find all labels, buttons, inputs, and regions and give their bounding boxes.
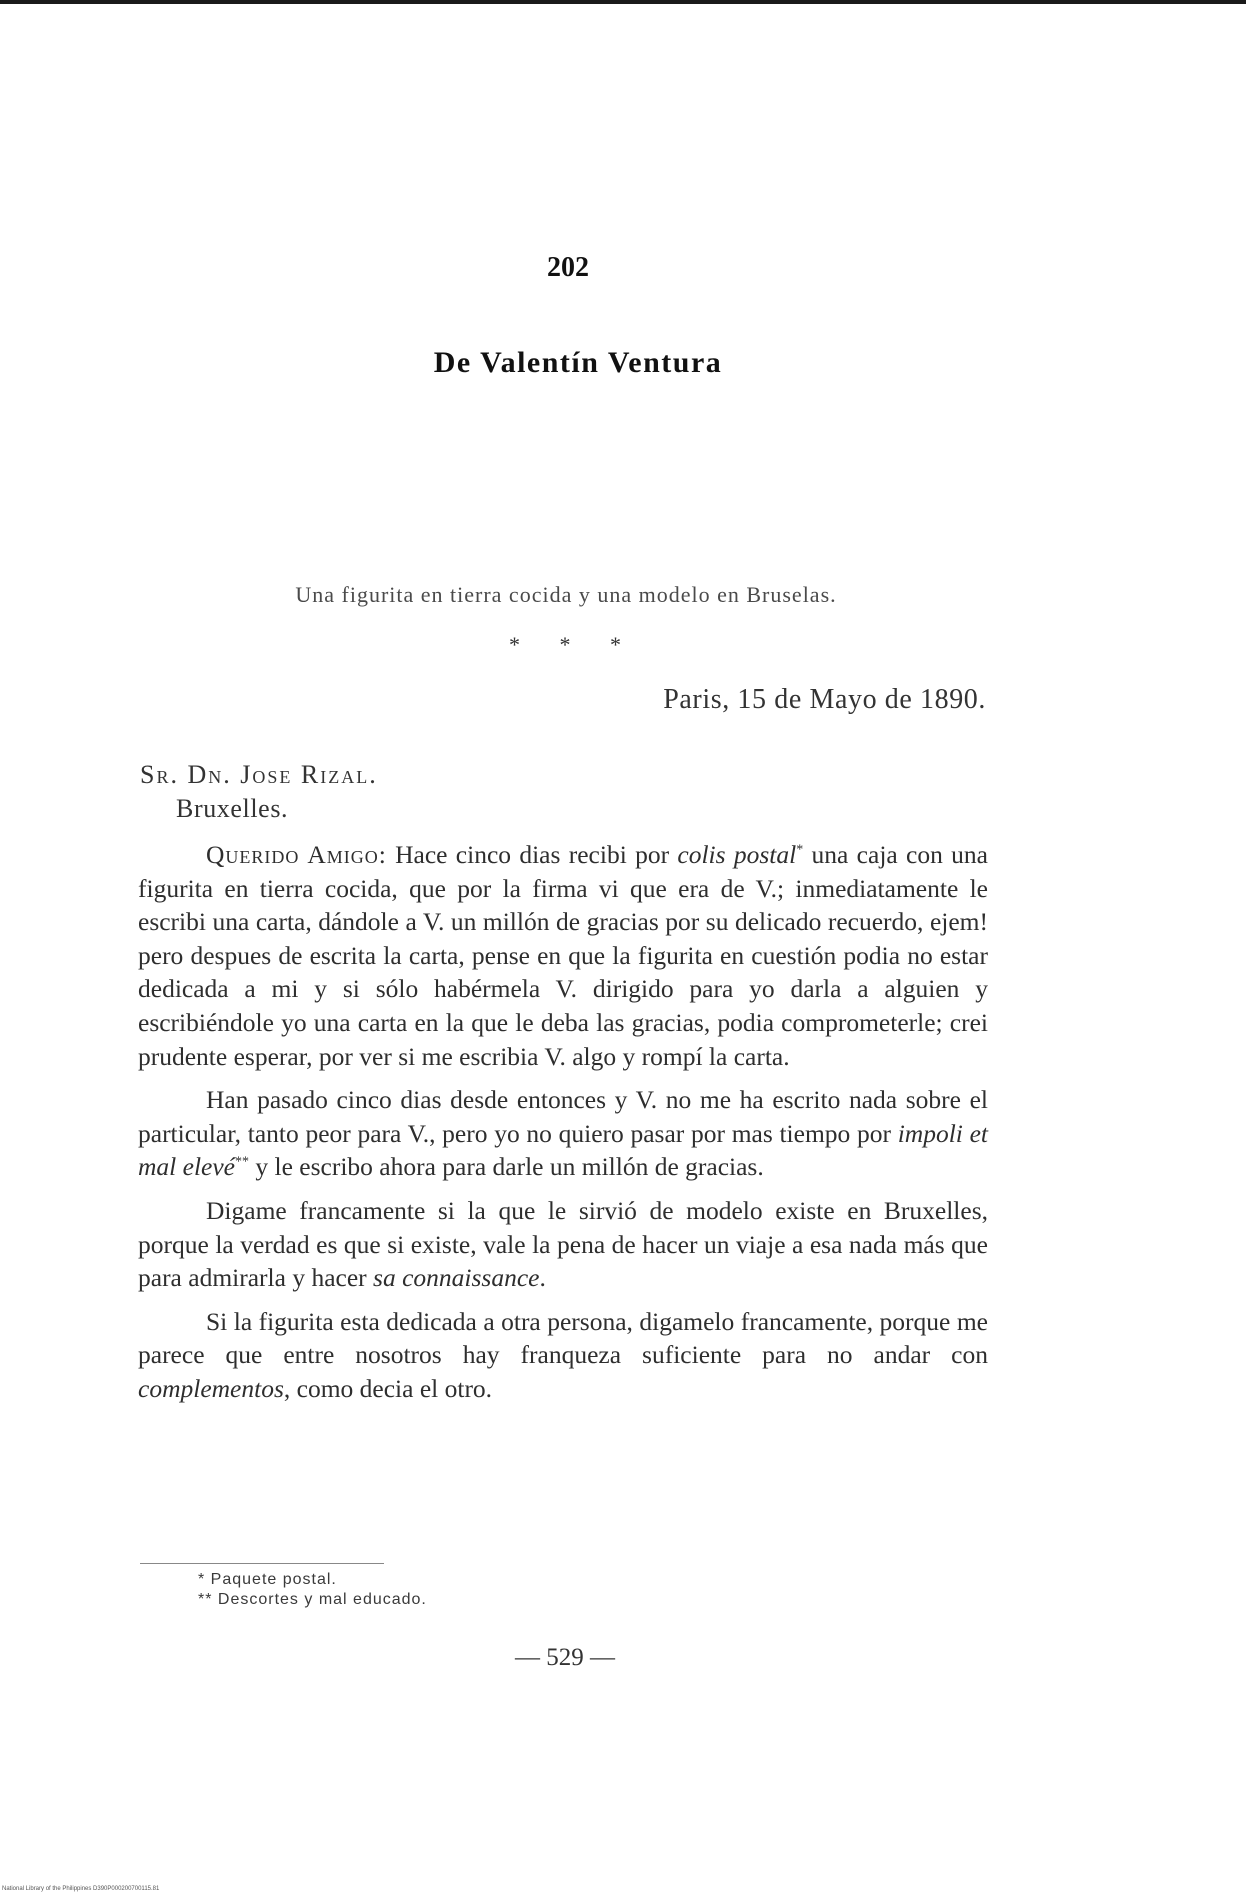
footnote-divider [140, 1563, 384, 1564]
letter-number: 202 [547, 252, 589, 283]
footnotes [198, 1570, 427, 1610]
italic-phrase: complementos [138, 1373, 284, 1403]
footnote-1: * Paquete postal. [198, 1571, 337, 1588]
dateline: Paris, 15 de Mayo de 1890. [663, 684, 986, 715]
separator-star: * [509, 632, 520, 657]
italic-phrase: impoli et mal elevé [138, 1118, 989, 1182]
paragraph-1: Querido Amigo: Hace cinco dias recibi por colis postal* una caja con una figurita en tierra cocida, que por la firma vi que era de V.; inmediatamente le escribi una carta, dándole a V. un millón de gracias por su delicado recuerdo, ejem! pero despues de escrita la carta, pense en que la figurita en cuestión podia no estar dedicada a mi y si sólo habérmela V. dirigido para yo darla a alguien y escribiéndole yo una carta en la que le deba las gracias, podia comprometerle; crei prudente esperar, por ver si me escribia V. algo y rompí la carta. [138, 840, 988, 1071]
paragraph-2: Han pasado cinco dias desde entonces y V. no me ha escrito nada sobre el particular, tanto peor para V., pero yo no quiero pasar por mas tiempo por impoli et mal elevé** y le escribo ahora para darle un millón de gracias. [138, 1085, 989, 1182]
salutation: Querido Amigo: [206, 840, 387, 869]
separator-star: * [559, 632, 571, 657]
letter-body [138, 838, 988, 1416]
top-border-line [0, 0, 1246, 4]
addressee: Sr. Dn. Jose Rizal. [140, 760, 378, 789]
italic-phrase: sa connaissance [373, 1263, 540, 1293]
page-number: — 529 — [515, 1644, 615, 1671]
paragraph-3: Digame francamente si la que le sirvió de modelo existe en Bruxelles, porque la verdad es que si existe, vale la pena de hacer un viaje a esa nada más que para admirarla y hacer sa connaissance. [138, 1195, 988, 1293]
footnote-2: ** Descortes y mal educado. [198, 1591, 427, 1608]
library-credit: National Library of the Philippines D390P000200700115.81 [2, 1886, 160, 1892]
letter-summary: Una figurita en tierra cocida y una modelo en Bruselas. [295, 582, 837, 607]
addressee-city: Bruxelles. [176, 794, 289, 823]
footnote-marker: * [796, 842, 804, 858]
separator-star: * [610, 632, 621, 657]
footnote-marker: ** [234, 1154, 249, 1170]
paragraph-4: Si la figurita esta dedicada a otra persona, digamelo francamente, porque me parece que entre nosotros hay franqueza suficiente para no andar con complementos, como decia el otro. [138, 1306, 988, 1403]
letter-title: De Valentín Ventura [433, 346, 723, 379]
section-separator [0, 632, 1130, 658]
italic-phrase: colis postal [677, 840, 797, 869]
